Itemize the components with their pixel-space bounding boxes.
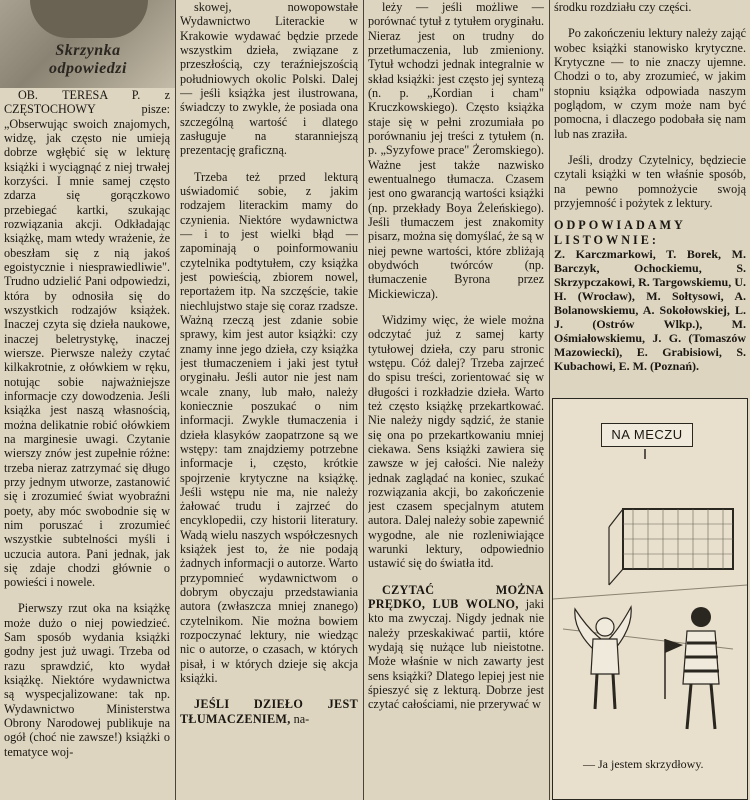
article-column-3 (368, 0, 544, 800)
article-paragraph: Trzeba też przed lekturą uświadomić sobie, z jakim rodzajem literackim mamy do czynienia. Niektóre wydawnictwa — i to jest wielki błąd — zapominają o poinformowaniu czytelnika podtytułem, czy książka jest powieścią, zbiorem nowel, reportażem itp. Na szczęście, takie niechlujstwo staje się coraz rzadsze. Ważną rzeczą jest zdanie sobie sprawy, kim jest autor książki: czy znamy inne jego dzieła, czy książka jest tłumaczeniem i jaki jest tytuł oryginału. Jeśli autor nie jest nam wcale znany, lub mało, należy koniecznie poszukać o nim informacji. Zwykle tłumaczenia i dzieła klasyków zaopatrzone są we wstępy: tam znajdziemy potrzebne informacje i, często, krótkie spojrzenie krytyczne na książkę. Jeśli wstępu nie ma, nie należy żałować trudu i zajrzeć do encyklopedii, czy historii literatury. Wadą wielu naszych współczesnych książek jest to, że nie podają żadnych informacji o autorze. Warto przypomnieć wydawnictwom o dobrym obyczaju przedstawiania autora (zwłaszcza mniej znanego) czytelnikom. Nie można bowiem rozpoczynać lektury, nie wiedząc nic o autorze, o czasach, w których pisał, i w których dzieje się akcja książki. (180, 169, 358, 686)
article-column-1 (4, 88, 170, 800)
column-rule (363, 0, 364, 800)
section-heading: CZYTAĆ MOŻNA PRĘDKO, LUB WOLNO, (368, 582, 544, 612)
article-paragraph: leży — jeśli możliwe — porównać tytuł z tytułem oryginału. Nieraz jest on trudny do przetłumaczenia, lub zmieniony. Tytuł wchodzi jednak integralnie w skład książki: jest często jej syntezą (n. p. „Kordian i cham" Kruczkowskiego). Często książka staje się w pełni zrozumiała po porównaniu jej treści z tytułem (n. p. „Syzyfowe prace" Żeromskiego). Ważne jest także nazwisko ewentualnego tłumacza. Czasem jest ono gwarancją wartości książki (np. przekłady Boya Żeleńskiego). Jeśli tłumaczem jest znakomity pisarz, można się domyślać, że są w niej pewne wartości, które zbliżają obydwóch twórców (np. tłumaczenie Byrona przez Mickiewicza). (368, 0, 544, 301)
column-title (0, 42, 176, 78)
article-paragraph: Widzimy więc, że wiele można odczytać już z samej karty tytułowej dzieła, czy paru stronic wstępu. Cóż dalej? Trzeba zajrzeć do spisu treści, zorientować się w długości i rozkładzie dzieła. Warto też często książkę przekartkować. Nie należy nigdy sądzić, że stanie się ona po przekartkowaniu mniej ciekawa. Sens książki zawiera się zawsze w jej całości. Nie należy jednak zaglądać na koniec, szukać rozwiązania akcji, bo zakończenie jest czasem specjalnym atutem autora. Dalej należy sobie zapewnić wygodne, ale nie rozleniwiające warunki lektury, odpowiednio ustawić się do światła itd. (368, 312, 544, 571)
article-paragraph: Po zakończeniu lektury należy zająć wobec książki stanowisko krytyczne. Krytyczne — to nie znaczy ujemne. Chodzi o to, aby zrozumieć, w jakim stopniu książka odpowiada naszym poglądom, w czym może nam być pomocna, i dlaczego podobała się nam lub nas zraziła. (554, 26, 746, 141)
section-heading: JEŚLI DZIEŁO JEST TŁUMACZENIEM, (180, 697, 358, 726)
article-paragraph: środku rozdziału czy części. (554, 0, 692, 14)
cartoon-drawing (553, 399, 747, 759)
article-paragraph: Jeśli, drodzy Czytelnicy, będziecie czytali książki w ten właśnie sposób, na pewno pomnożycie swoją przyjemność i pożytek z lektury. (554, 152, 746, 210)
article-paragraph: OB. TERESA P. z CZĘSTOCHOWY pisze: „Obserwując swoich znajomych, widzę, jak często nie umieją dobrze wgłębić się w lekturę książki i wyciągnąć z niej trwałej korzyści. I mnie samej często zdarza się gorączkowo przebiegać kartki, szukając rozwiązania akcji. Odkładając książkę, mam wtedy wrażenie, że obeszłam się z nią jakoś egoistycznie i niesprawiedliwie". Trudno udzielić Pani odpowiedzi, która by odnosiła się do wszystkich rodzajów książek. Inaczej czyta się dzieła naukowe, inaczej beletrystykę, inaczej wiersze. Pierwsze należy czytać kilkakrotnie, z ołówkiem w ręku, notując sobie najważniejsze informacje czy dowodzenia. Jeśli książka jest naszą własnością, można delikatnie robić ołówkiem na marginesie uwagi. Czytanie wierszy znów jest zupełnie różne: trzeba nieraz zatrzymać się długo przy jednym utworze, zastanowić się i zrozumieć świat wyobraźni poety, aby móc swobodnie się w nim poruszać i zrozumieć wszystkie subtelności myśli i uczucia autora. Pani jednak, jak się zdaje chodzi głównie o powieści i nowele. (4, 88, 170, 590)
article-column-4 (554, 0, 746, 392)
article-text: jaki kto ma zwyczaj. Nigdy jednak nie należy przeskakiwać partii, które wydają się nużące lub nieistotne. Może właśnie w nich zawarty jest sens książki? Dlatego lepiej jest nie śpieszyć się z lekturą. Dobrze jest czytać całościami, nie przerywać w (368, 597, 544, 712)
cartoon-caption: — Ja jestem skrzydłowy. (583, 757, 704, 771)
article-text: na- (293, 711, 310, 726)
winged-player-figure (575, 607, 631, 709)
photo-figure (30, 0, 148, 38)
cartoon-panel (552, 398, 748, 800)
letters-heading: ODPOWIADAMY LISTOWNIE: (554, 218, 686, 247)
article-paragraph: skowej, nowopowstałe Wydawnictwo Literackie w Krakowie wydawać będzie przede wszystkim dzieła, związane z przeszłością, czy teraźniejszością południowych okolic Polski. Dalej — jeśli książka jest ilustrowana, świadczy to zwykle, że posiada ona szczególną wartość i dlatego zasługuje na staranniejszą prezentację graficzną. (180, 0, 358, 158)
letters-recipients: Z. Karczmarkowi, T. Borek, M. Barczyk, Ochockiemu, S. Skrzypczakowi, R. Targowskiemu, U. H. (Wrocław), M. Sołtysowi, A. Bolanowskiemu, A. Sokołowskiej, L. J. (Ostrów Wlkp.), M. Ośmiałowskiemu, J. G. (Tomaszów Mazowiecki), E. Grabisiowi, S. Kubachowi, E. M. (Poznań). (554, 246, 746, 374)
column-title-line1: Skrzynka (55, 42, 121, 59)
column-rule (175, 0, 176, 800)
cartoon-sign: NA MECZU (601, 423, 693, 447)
goal-net-icon (609, 509, 733, 585)
striped-player-figure (683, 607, 719, 729)
article-column-2 (180, 0, 358, 800)
column-rule (549, 0, 550, 800)
article-paragraph: Pierwszy rzut oka na książkę może dużo o niej powiedzieć. Sam sposób wydania książki godny jest już uwagi. Trzeba od razu sprawdzić, kto wydał książkę. Niektóre wydawnictwa są wyspecjalizowane: tak np. Wydawnictwo Ministerstwa Obrony Narodowej publikuje na ogół (choć nie zawsze!) książki o tematyce woj- (4, 601, 170, 759)
column-title-line2: odpowiedzi (49, 60, 127, 77)
